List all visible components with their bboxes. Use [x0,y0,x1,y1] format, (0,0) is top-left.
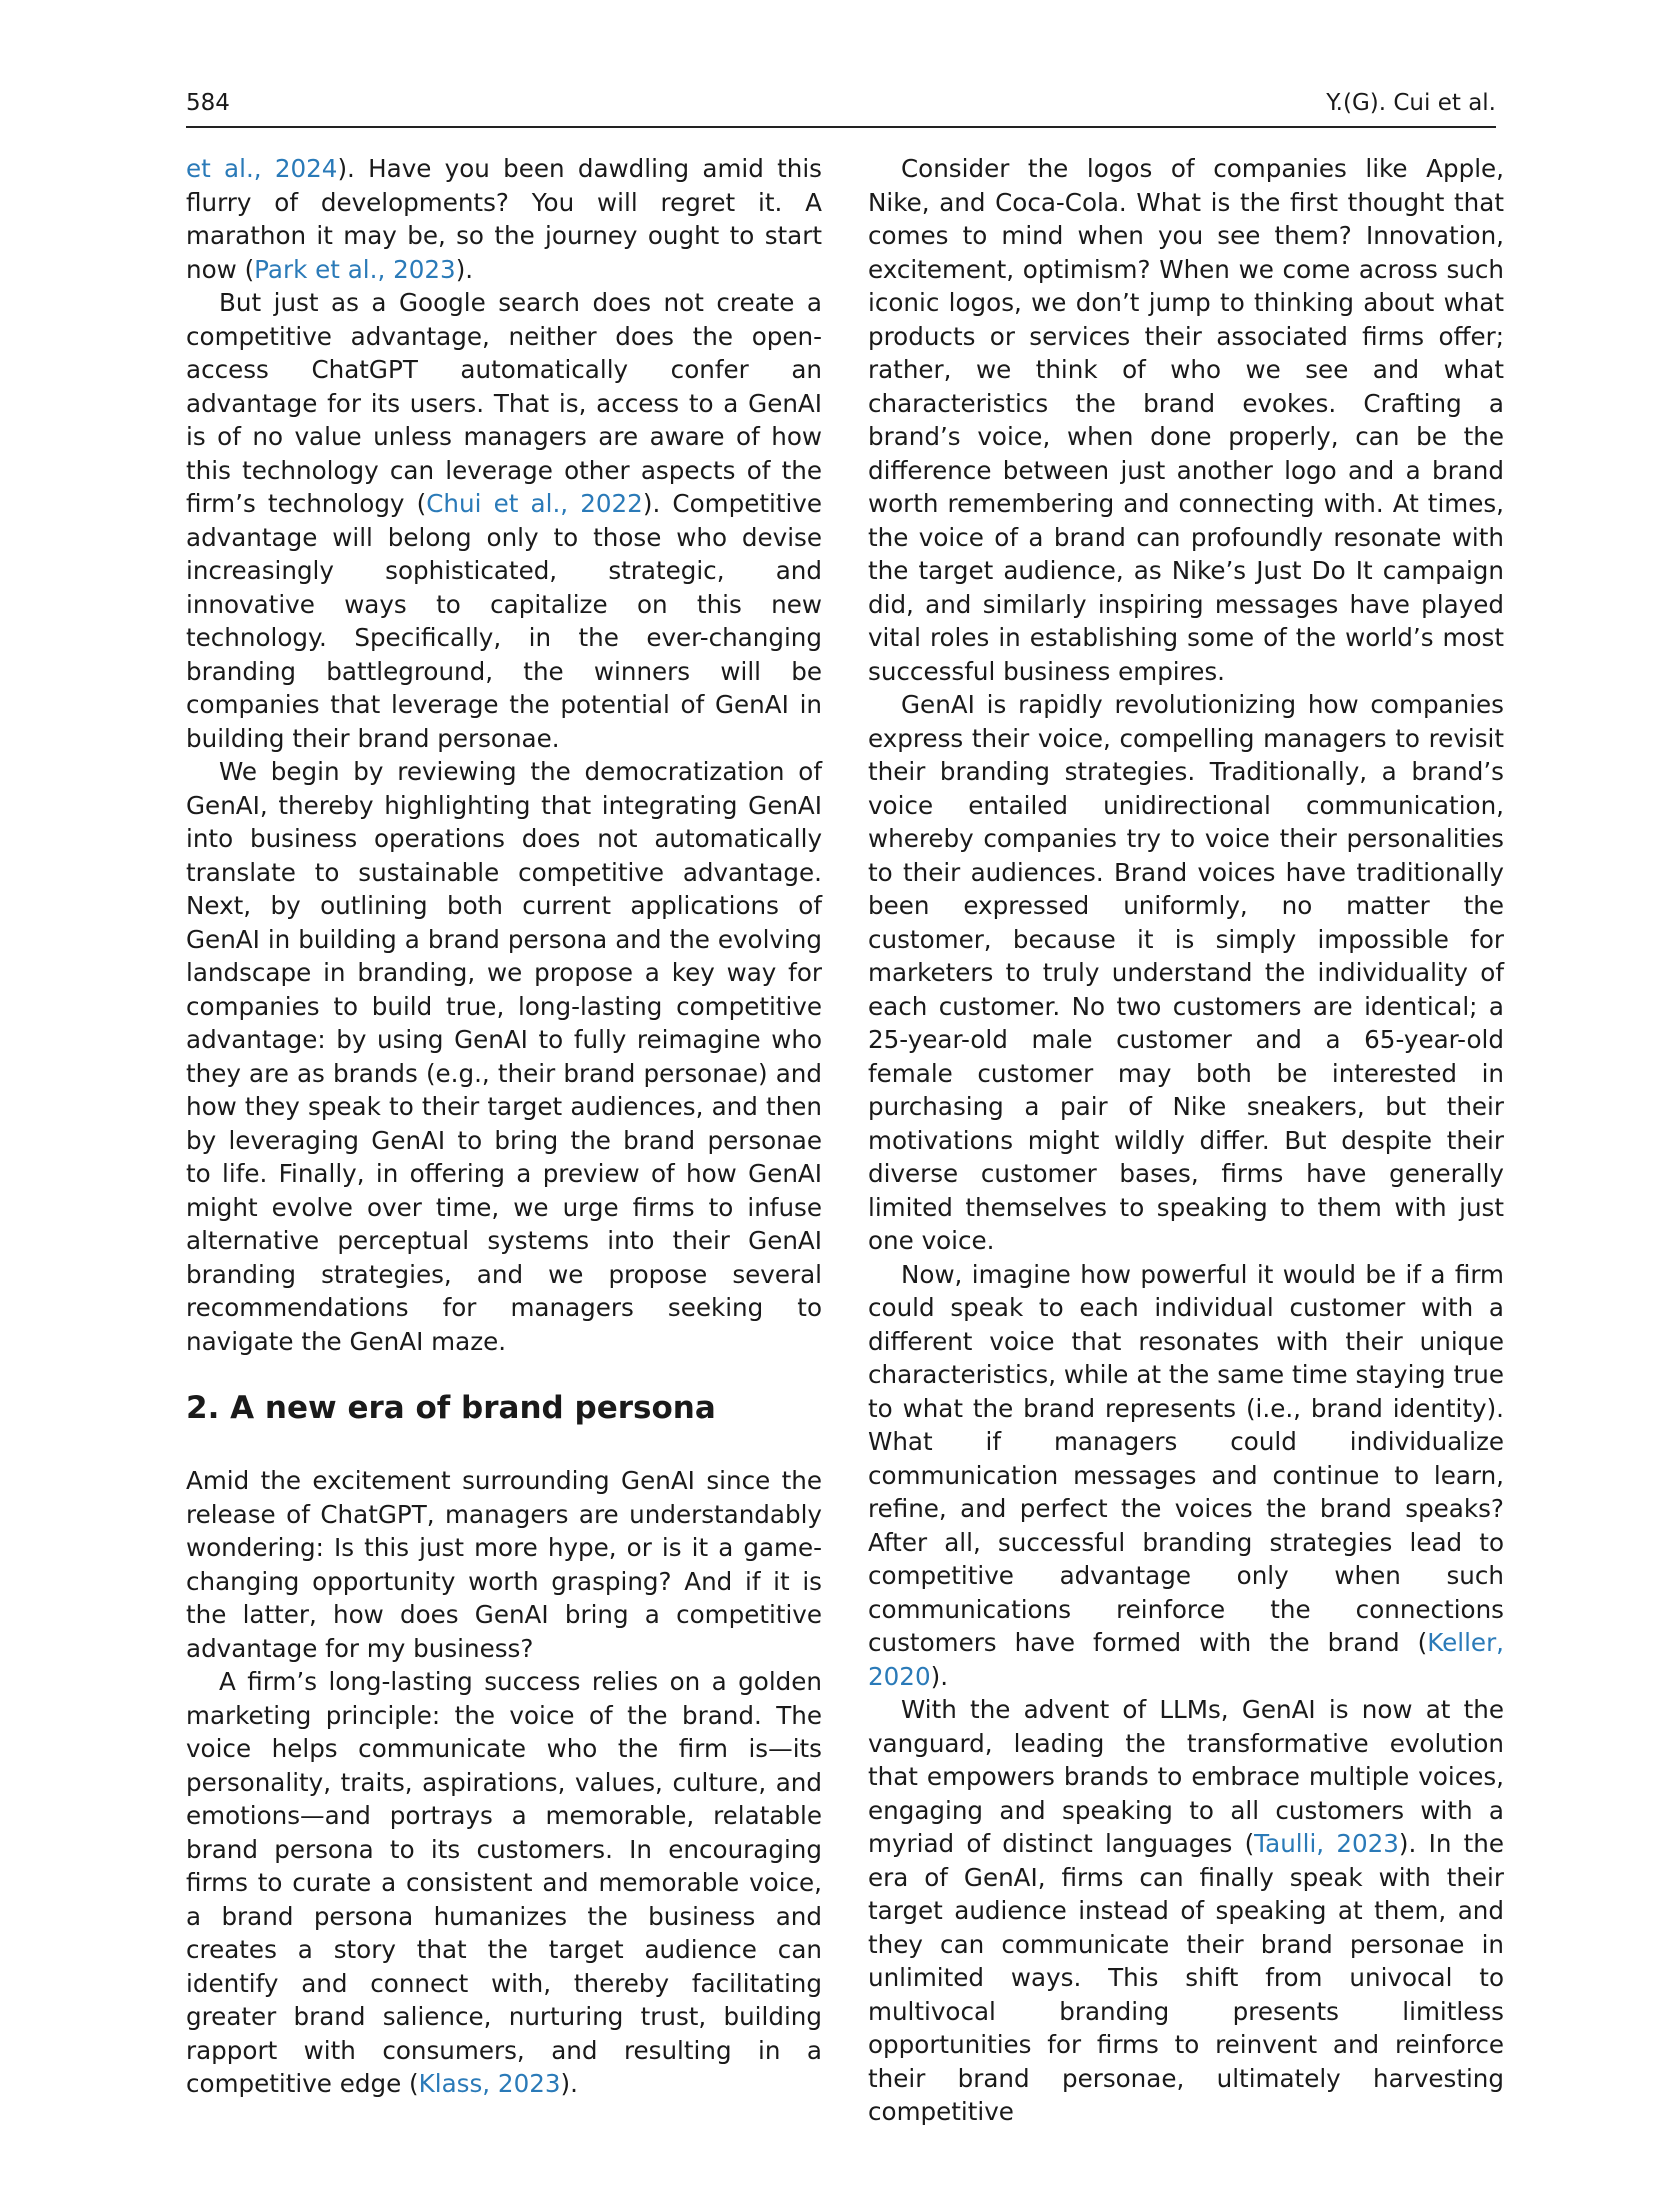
paragraph-text: GenAI is rapidly revolutionizing how companies express their voice, compelling managers to revisit their branding strategies. Traditionally, a brand’s voice entailed unidirectional communication, whereby companies try to voice their personalities to their audiences. Brand voices have traditionally been expressed uniformly, no matter the customer, because it is simply impossible for marketers to truly understand the individuality of each customer. No two customers are identical; a 25-year-old male customer and a 65-year-old female customer may both be interested in purchasing a pair of Nike sneakers, but their motivations might wildly differ. But despite their diverse customer bases, firms have generally limited themselves to speaking to them with just one voice. [868,690,1504,1255]
paragraph [186,1665,822,2101]
paragraph-text: ). In the era of GenAI, firms can finally speak with their target audience instead of speaking at them, and they can communicate their brand personae in unlimited ways. This shift from univocal to multivocal branding presents limitless opportunities for firms to reinvent and reinforce their brand personae, ultimately harvesting competitive [868,1829,1504,2126]
left-column [186,152,822,2101]
paragraph-text: ). [560,2069,578,2098]
paragraph [186,1464,822,1665]
paragraph-text: A firm’s long-lasting success relies on a golden marketing principle: the voice of the brand. The voice helps communicate who the firm is—its personality, traits, aspirations, values, culture, and emotions—and portrays a memorable, relatable brand persona to its customers. In encouraging firms to curate a consistent and memorable voice, a brand persona humanizes the business and creates a story that the target audience can identify and connect with, thereby facilitating greater brand salience, nurturing trust, building rapport with consumers, and resulting in a competitive edge ( [186,1667,822,2098]
citation-link[interactable]: et al., 2024 [186,154,338,183]
citation-link[interactable]: Keller, 2020 [868,1628,1504,1691]
citation-link[interactable]: Park et al., 2023 [254,254,456,284]
paragraph-text: ). [930,1661,949,1691]
running-header [186,88,1496,128]
right-column [868,152,1504,2129]
paragraph-text: Consider the logos of companies like Apple, Nike, and Coca-Cola. What is the first thought that comes to mind when you see them? Innovation, excitement, optimism? When we come across such iconic logos, we don’t jump to thinking about what products or services their associated firms offer; rather, we think of who we see and what characteristics the brand evokes. Crafting a brand’s voice, when done properly, can be the difference between just another logo and a brand worth remembering and connecting with. At times, the voice of a brand can profoundly resonate with the target audience, as Nike’s Just Do It campaign did, and similarly inspiring messages have played vital roles in establishing some of the world’s most successful business empires. [868,154,1504,686]
paragraph-text: Now, imagine how powerful it would be if a firm could speak to each individual customer with a different voice that resonates with their unique characteristics, while at the same time staying true to what the brand represents (i.e., brand identity). What if managers could individualize communication messages and continue to learn, refine, and perfect the voices the brand speaks? After all, successful branding strategies lead to competitive advantage only when such communications reinforce the connections customers have formed with the brand ( [868,1259,1504,1657]
paragraph [868,688,1504,1258]
citation-link[interactable]: Chui et al., 2022 [426,489,643,518]
paragraph-text: ). Competitive advantage will belong only to those who devise increasingly sophisticated, strategic, and innovative ways to capitalize on this new technology. Specifically, in the ever-changing branding battleground, the winners will be companies that leverage the potential of GenAI in building their brand personae. [186,489,822,753]
paragraph [868,152,1504,688]
paragraph-text: With the advent of LLMs, GenAI is now at the vanguard, leading the transformative evolution that empowers brands to embrace multiple voices, engaging and speaking to all customers with a myriad of distinct languages ( [868,1695,1504,1858]
citation-link[interactable]: Taulli, 2023 [1254,1829,1399,1858]
citation-link[interactable]: Klass, 2023 [418,2069,561,2098]
paragraph [868,1258,1504,1694]
running-authors: Y.(G). Cui et al. [1326,90,1496,116]
paragraph-text: But just as a Google search does not create a competitive advantage, neither does the open-access ChatGPT automatically confer an advantage for its users. That is, access to a GenAI is of no value unless managers are aware of how this technology can leverage other aspects of the firm’s technology ( [186,288,822,518]
section-heading: 2. A new era of brand persona [186,1390,716,1426]
paragraph-text: We begin by reviewing the democratization of GenAI, thereby highlighting that integrating GenAI into business operations does not automatically translate to sustainable competitive advantage. Next, by outlining both current applications of GenAI in building a brand persona and the evolving landscape in branding, we propose a key way for companies to build true, long-lasting competitive advantage: by using GenAI to fully reimagine who they are as brands (e.g., their brand personae) and how they speak to their target audiences, and then by leveraging GenAI to bring the brand personae to life. Finally, in offering a preview of how GenAI might evolve over time, we urge firms to infuse alternative perceptual systems into their GenAI branding strategies, and we propose several recommendations for managers seeking to navigate the GenAI maze. [186,757,822,1356]
paragraph [186,286,822,755]
paragraph-text: ). [455,254,474,284]
page-number: 584 [186,90,230,116]
paragraph-text: Amid the excitement surrounding GenAI since the release of ChatGPT, managers are understandably wondering: Is this just more hype, or is it a game-changing opportunity worth grasping? And if it is the latter, how does GenAI bring a competitive advantage for my business? [186,1466,822,1663]
paragraph-text: ). Have you been dawdling amid this flurry of developments? You will regret it. A marathon it may be, so the journey ought to start now ( [186,154,822,284]
paragraph [868,1693,1504,2129]
paragraph [186,152,822,286]
paragraph [186,755,822,1358]
